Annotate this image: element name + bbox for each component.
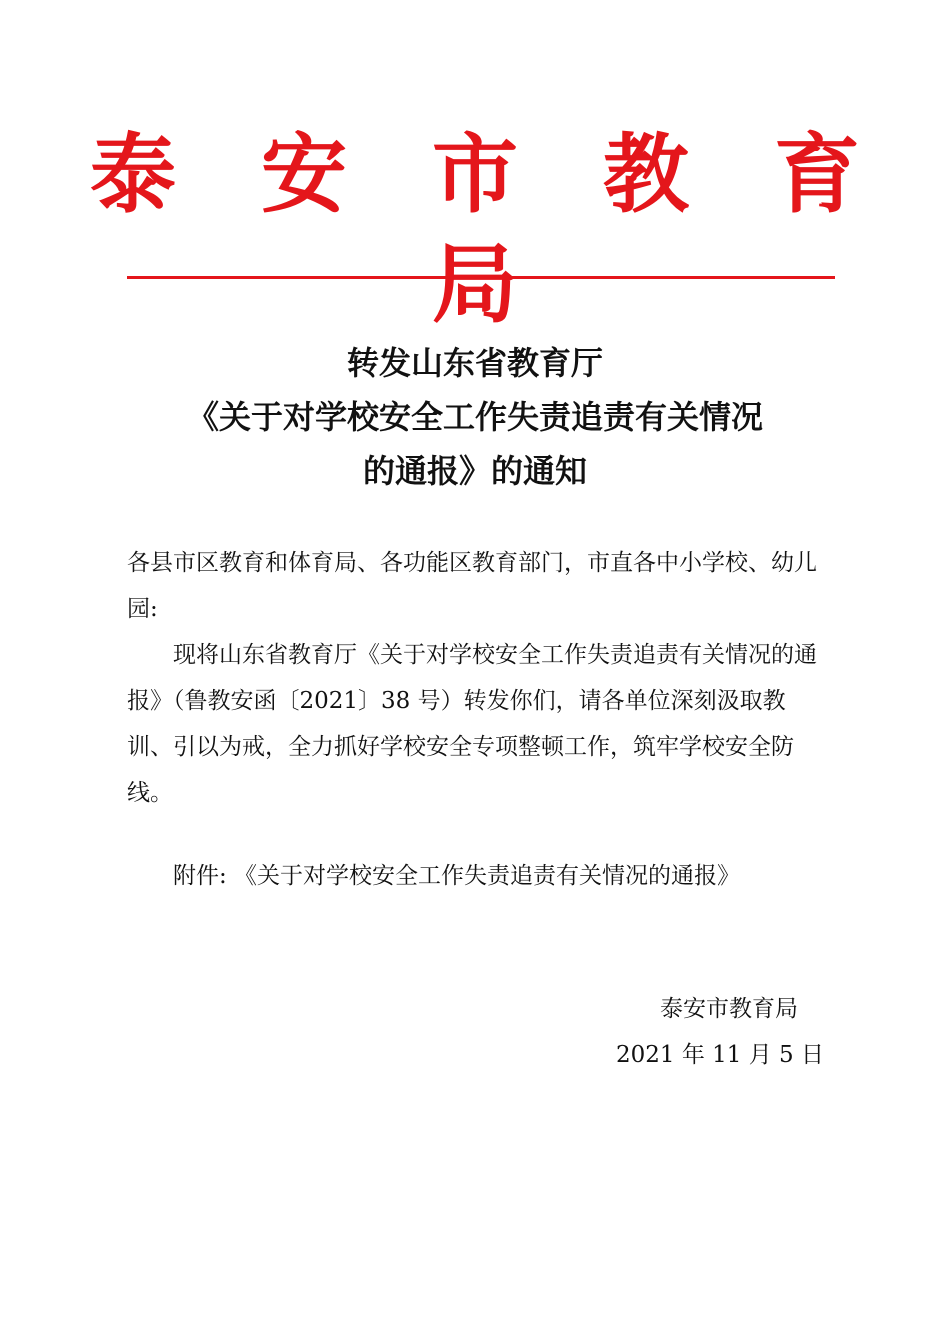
addressee: 各县市区教育和体育局、各功能区教育部门，市直各中小学校、幼儿园: [127,550,817,622]
signature-date: 2021 年 11 月 5 日 [616,1042,824,1068]
document-title-line-3: 的通报》的通知 [362,452,587,490]
body-paragraph: 现将山东省教育厅《关于对学校安全工作失责追责有关情况的通报》（鲁教安函〔2021〕38 号）转发你们，请各单位深刻汲取教训、引以为戒，全力抓好学校安全专项整顿工作，筑牢学校安全防线。 [127,642,817,806]
document-title-line-2: 《关于对学校安全工作失责追责有关情况 [186,398,763,436]
document-title [0,336,950,498]
signature-block [616,986,824,1078]
letterhead-red-rule [127,276,835,279]
attachment-line: 附件: 《关于对学校安全工作失责追责有关情况的通报》 [173,863,741,889]
document-title-line-1: 转发山东省教育厅 [346,344,603,382]
signature-org: 泰安市教育局 [660,996,798,1022]
letterhead-title: 泰 安 市 教 育 局 [90,124,888,335]
